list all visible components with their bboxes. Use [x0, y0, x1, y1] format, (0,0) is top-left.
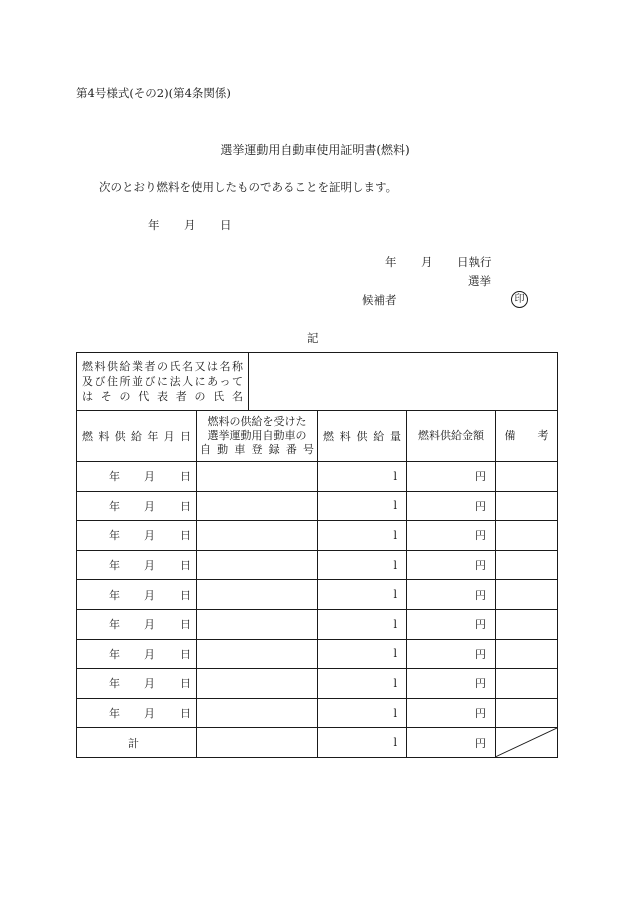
quantity-cell[interactable] — [318, 491, 407, 521]
remarks-cell[interactable] — [496, 698, 558, 728]
row-year-label: 年 — [109, 588, 120, 602]
amount-unit: 円 — [475, 707, 486, 721]
row-day-label: 日 — [180, 499, 191, 513]
row-day-label: 日 — [180, 559, 191, 573]
supplier-table — [76, 352, 558, 411]
certification-date-month: 月 — [184, 218, 196, 232]
certification-date-year: 年 — [148, 218, 160, 232]
quantity-cell[interactable] — [318, 550, 407, 580]
row-month-label: 月 — [144, 618, 155, 632]
header-supply-date: 燃料供給年月日 — [77, 411, 197, 462]
total-quantity-unit: l — [393, 736, 397, 750]
header-vehicle-line1: 燃料の供給を受けた — [207, 415, 307, 428]
total-row — [77, 728, 558, 758]
candidate-label: 候補者 — [362, 293, 397, 307]
table-row — [77, 462, 558, 492]
table-row — [77, 698, 558, 728]
row-day-label: 日 — [180, 707, 191, 721]
row-month-label: 月 — [144, 677, 155, 691]
row-year-label: 年 — [109, 470, 120, 484]
certification-date-day: 日 — [220, 218, 232, 232]
amount-unit: 円 — [475, 647, 486, 661]
row-month-label: 月 — [144, 470, 155, 484]
amount-unit: 円 — [475, 499, 486, 513]
row-month-label: 月 — [144, 559, 155, 573]
quantity-unit: l — [393, 469, 397, 483]
election-date-month: 月 — [421, 255, 433, 269]
supply-date-cell[interactable] — [77, 639, 197, 669]
vehicle-registration-cell[interactable] — [197, 609, 318, 639]
amount-cell[interactable] — [407, 462, 496, 492]
total-label: 計 — [77, 728, 197, 758]
supply-date-cell[interactable] — [77, 669, 197, 699]
amount-cell[interactable] — [407, 491, 496, 521]
total-amount-unit: 円 — [475, 736, 486, 750]
vehicle-registration-cell[interactable] — [197, 521, 318, 551]
supply-date-cell[interactable] — [77, 609, 197, 639]
quantity-unit: l — [393, 647, 397, 661]
amount-unit: 円 — [475, 529, 486, 543]
row-year-label: 年 — [109, 559, 120, 573]
total-remarks-cell — [496, 728, 558, 758]
quantity-unit: l — [393, 617, 397, 631]
table-row — [77, 639, 558, 669]
table-row — [77, 521, 558, 551]
supplier-label-line3: は そ の 代 表 者 の 氏 名 — [82, 390, 243, 403]
amount-cell[interactable] — [407, 609, 496, 639]
row-month-label: 月 — [144, 707, 155, 721]
quantity-cell[interactable] — [318, 521, 407, 551]
row-year-label: 年 — [109, 529, 120, 543]
quantity-cell[interactable] — [318, 609, 407, 639]
vehicle-registration-cell[interactable] — [197, 462, 318, 492]
amount-cell[interactable] — [407, 580, 496, 610]
row-month-label: 月 — [144, 529, 155, 543]
amount-cell[interactable] — [407, 550, 496, 580]
supply-date-cell[interactable] — [77, 698, 197, 728]
vehicle-registration-cell[interactable] — [197, 639, 318, 669]
header-vehicle-line2: 選挙運動用自動車の — [207, 429, 307, 442]
row-day-label: 日 — [180, 647, 191, 661]
quantity-cell[interactable] — [318, 462, 407, 492]
row-month-label: 月 — [144, 499, 155, 513]
table-row — [77, 609, 558, 639]
remarks-cell[interactable] — [496, 669, 558, 699]
remarks-cell[interactable] — [496, 491, 558, 521]
row-day-label: 日 — [180, 677, 191, 691]
quantity-cell[interactable] — [318, 669, 407, 699]
fuel-supply-table — [76, 410, 558, 758]
table-row — [77, 669, 558, 699]
row-day-label: 日 — [180, 529, 191, 543]
amount-unit: 円 — [475, 677, 486, 691]
row-year-label: 年 — [109, 499, 120, 513]
table-row — [77, 580, 558, 610]
header-amount: 燃料供給金額 — [407, 411, 496, 462]
election-date-year: 年 — [385, 255, 397, 269]
supply-date-cell[interactable] — [77, 491, 197, 521]
amount-unit: 円 — [475, 559, 486, 573]
quantity-unit: l — [393, 558, 397, 572]
supply-date-cell[interactable] — [77, 550, 197, 580]
quantity-unit: l — [393, 499, 397, 513]
ki-label: 記 — [307, 331, 319, 345]
table-row — [77, 491, 558, 521]
total-vehicle-cell[interactable] — [197, 728, 318, 758]
supplier-value-cell[interactable] — [249, 353, 558, 411]
table-row — [77, 550, 558, 580]
certification-statement: 次のとおり燃料を使用したものであることを証明します。 — [99, 180, 398, 194]
total-quantity-cell[interactable] — [318, 728, 407, 758]
quantity-unit: l — [393, 528, 397, 542]
quantity-unit: l — [393, 676, 397, 690]
header-remarks: 備 考 — [496, 411, 558, 462]
header-vehicle-registration — [197, 411, 318, 462]
remarks-cell[interactable] — [496, 609, 558, 639]
quantity-cell[interactable] — [318, 639, 407, 669]
amount-cell[interactable] — [407, 521, 496, 551]
row-year-label: 年 — [109, 618, 120, 632]
remarks-cell[interactable] — [496, 639, 558, 669]
election-label: 選挙 — [468, 274, 491, 288]
remarks-cell[interactable] — [496, 550, 558, 580]
supplier-label — [77, 353, 249, 411]
supply-date-cell[interactable] — [77, 580, 197, 610]
quantity-cell[interactable] — [318, 580, 407, 610]
amount-unit: 円 — [475, 470, 486, 484]
total-amount-cell[interactable] — [407, 728, 496, 758]
row-day-label: 日 — [180, 588, 191, 602]
diagonal-strike-line — [496, 728, 557, 757]
row-month-label: 月 — [144, 647, 155, 661]
quantity-cell[interactable] — [318, 698, 407, 728]
election-date-day: 日執行 — [457, 255, 492, 269]
row-day-label: 日 — [180, 470, 191, 484]
remarks-cell[interactable] — [496, 521, 558, 551]
vehicle-registration-cell[interactable] — [197, 491, 318, 521]
vehicle-registration-cell[interactable] — [197, 550, 318, 580]
supply-date-cell[interactable] — [77, 521, 197, 551]
row-year-label: 年 — [109, 647, 120, 661]
seal-mark-icon: 印 — [511, 291, 528, 308]
table-header-row — [77, 411, 558, 462]
remarks-cell[interactable] — [496, 462, 558, 492]
quantity-unit: l — [393, 588, 397, 602]
vehicle-registration-cell[interactable] — [197, 669, 318, 699]
amount-cell[interactable] — [407, 698, 496, 728]
row-year-label: 年 — [109, 707, 120, 721]
document-title: 選挙運動用自動車使用証明書(燃料) — [220, 143, 410, 157]
form-number: 第4号様式(その2)(第4条関係) — [76, 86, 231, 100]
amount-cell[interactable] — [407, 639, 496, 669]
vehicle-registration-cell[interactable] — [197, 580, 318, 610]
amount-cell[interactable] — [407, 669, 496, 699]
quantity-unit: l — [393, 706, 397, 720]
supplier-label-line1: 燃料供給業者の氏名又は名称 — [82, 360, 243, 373]
header-vehicle-line3: 自動車登録番号 — [200, 443, 314, 456]
row-year-label: 年 — [109, 677, 120, 691]
vehicle-registration-cell[interactable] — [197, 698, 318, 728]
header-quantity: 燃料供給量 — [318, 411, 407, 462]
supply-date-cell[interactable] — [77, 462, 197, 492]
supplier-label-line2: 及び住所並びに法人にあって — [82, 375, 243, 388]
amount-unit: 円 — [475, 588, 486, 602]
row-month-label: 月 — [144, 588, 155, 602]
amount-unit: 円 — [475, 618, 486, 632]
row-day-label: 日 — [180, 618, 191, 632]
remarks-cell[interactable] — [496, 580, 558, 610]
